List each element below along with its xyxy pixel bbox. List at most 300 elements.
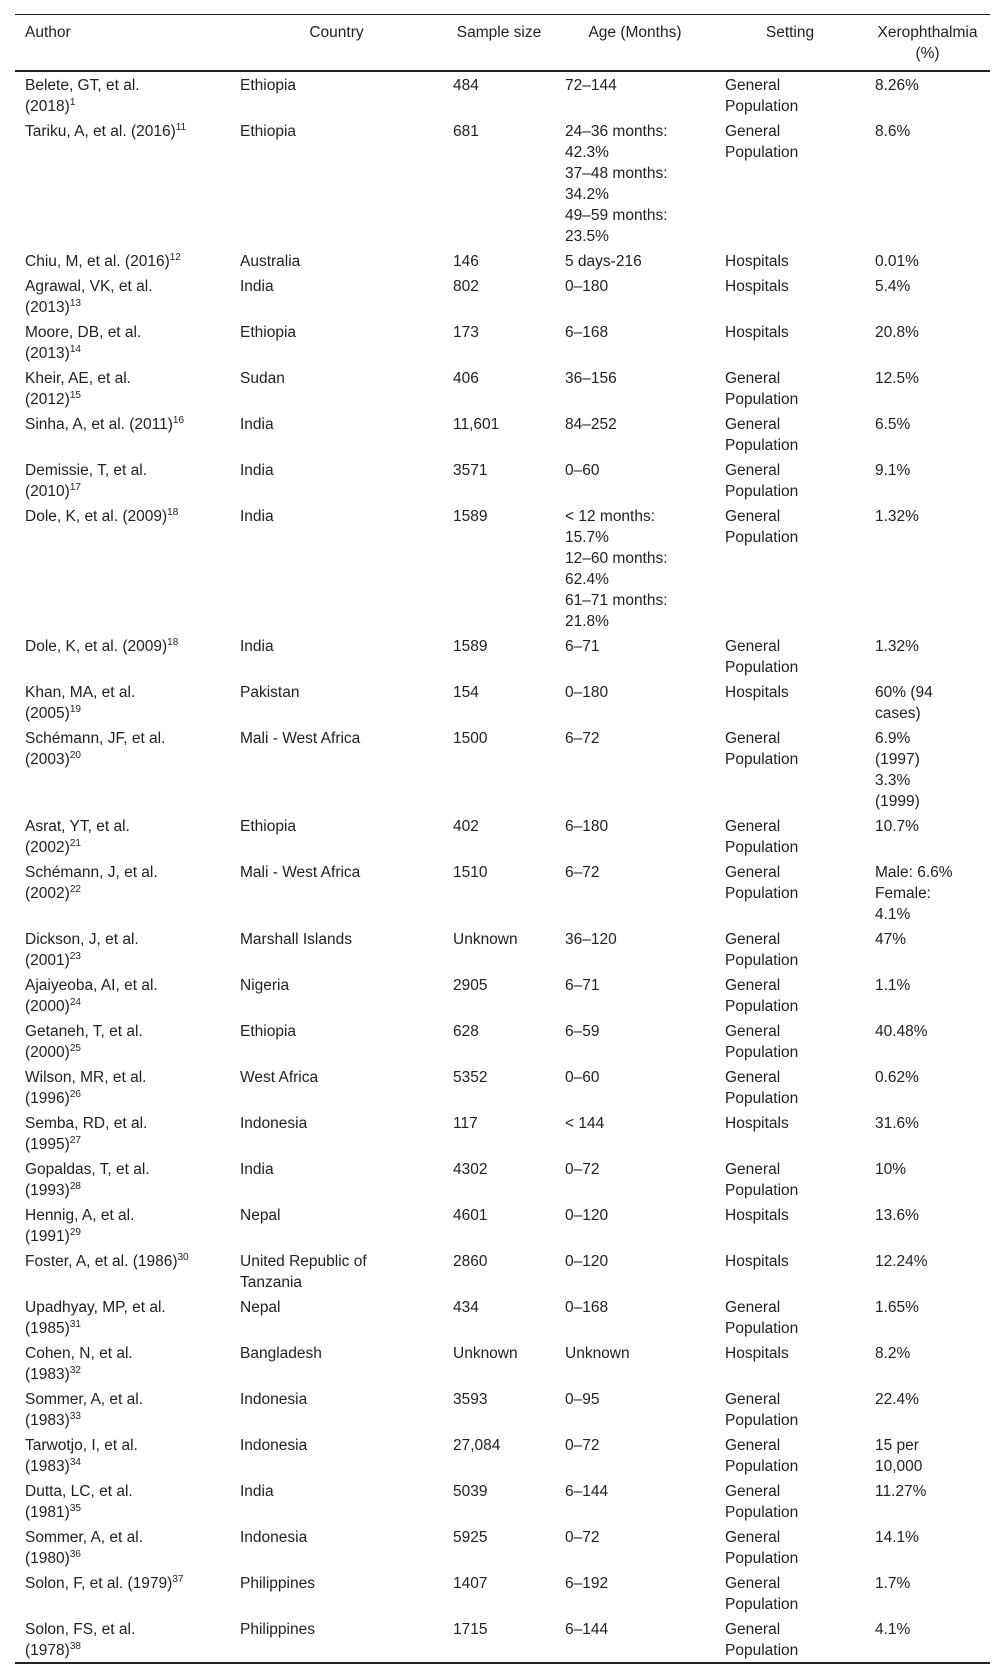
table-row [15,1064,990,1110]
setting-line: General [725,864,781,881]
author-line [25,389,220,410]
xerophthalmia-line: 0.01% [875,253,919,270]
xerophthalmia-line: 12.24% [875,1253,928,1270]
setting-line: Population [725,1596,799,1613]
cell-author [15,813,230,859]
cell-author [15,411,230,457]
author-text: Kheir, AE, et al. [25,370,131,387]
cell-country [230,1156,443,1202]
cell-xerophthalmia [865,248,990,273]
xerophthalmia-line: 3.3% [875,772,911,789]
author-text: (2001) [25,952,70,969]
country-line: Sudan [240,370,285,387]
reference-number: 26 [69,1089,81,1100]
author-line [25,1205,220,1226]
setting-line: General [725,1575,781,1592]
country-line: Bangladesh [240,1345,322,1362]
author-line [25,1021,220,1042]
cell-author [15,319,230,365]
reference-number: 19 [69,704,81,715]
cell-setting [715,319,865,365]
author-line [25,75,220,96]
cell-sample-size: 27,084 [453,1437,501,1454]
author-line [25,816,220,837]
table-row [15,411,990,457]
setting-line: Population [725,659,799,676]
cell-sample-size: Unknown [453,931,518,948]
setting-line: General [725,1299,781,1316]
cell-setting [715,1294,865,1340]
cell-country [230,1386,443,1432]
author-line [25,1481,220,1502]
cell-xerophthalmia [865,1064,990,1110]
cell-age [555,1570,715,1616]
cell-xerophthalmia [865,859,990,926]
reference-number: 11 [175,122,187,133]
author-text: Dutta, LC, et al. [25,1483,133,1500]
age-line: 6–192 [565,1575,609,1592]
reference-number: 32 [69,1365,81,1376]
xerophthalmia-line: 8.6% [875,123,911,140]
cell-xerophthalmia [865,1570,990,1616]
reference-number: 20 [69,750,81,761]
author-text: Hennig, A, et al. [25,1207,135,1224]
author-text: Solon, FS, et al. [25,1621,136,1638]
cell-setting [715,1524,865,1570]
cell-setting [715,118,865,248]
xerophthalmia-line: 6.9% [875,730,911,747]
age-line: 0–180 [565,278,609,295]
author-line [25,749,220,770]
cell-sample-size: 802 [453,278,479,295]
cell-country [230,1294,443,1340]
cell-xerophthalmia [865,1156,990,1202]
cell-age [555,926,715,972]
author-text: Khan, MA, et al. [25,684,136,701]
header-author: Author [25,24,71,41]
cell-author [15,503,230,633]
author-line [25,481,220,502]
cell-sample-size: 4302 [453,1161,488,1178]
cell-xerophthalmia [865,1248,990,1294]
cell-age [555,1524,715,1570]
author-text: Upadhyay, MP, et al. [25,1299,166,1316]
age-line: 21.8% [565,613,609,630]
author-line [25,975,220,996]
cell-sample-size: 628 [453,1023,479,1040]
reference-number: 38 [69,1641,81,1652]
author-text: (1981) [25,1504,70,1521]
country-line: Nepal [240,1299,281,1316]
table-row [15,1248,990,1294]
table-row [15,1294,990,1340]
setting-line: General [725,931,781,948]
setting-line: General [725,1621,781,1638]
cell-author [15,1570,230,1616]
author-text: Sommer, A, et al. [25,1391,144,1408]
author-text: Moore, DB, et al. [25,324,142,341]
cell-xerophthalmia [865,972,990,1018]
country-line: Ethiopia [240,1023,297,1040]
reference-number: 12 [169,252,181,263]
setting-line: Population [725,483,799,500]
author-text: Wilson, MR, et al. [25,1069,147,1086]
xerophthalmia-line: 1.32% [875,638,919,655]
setting-line: Population [725,1320,799,1337]
author-line [25,996,220,1017]
header-row [15,15,990,72]
author-text: (1991) [25,1228,70,1245]
cell-country [230,926,443,972]
cell-age [555,1064,715,1110]
cell-age [555,1110,715,1156]
table-row [15,1202,990,1248]
cell-author [15,118,230,248]
xerophthalmia-line: 47% [875,931,907,948]
xerophthalmia-line: 13.6% [875,1207,919,1224]
age-line: 42.3% [565,144,609,161]
age-line: 37–48 months: [565,165,668,182]
cell-author [15,1340,230,1386]
cell-setting [715,633,865,679]
author-line [25,862,220,883]
cell-sample-size: 1589 [453,508,488,525]
author-text: Agrawal, VK, et al. [25,278,153,295]
setting-line: Hospitals [725,1207,789,1224]
xerophthalmia-line: 1.7% [875,1575,911,1592]
table-row [15,1570,990,1616]
xerophthalmia-line: 11.27% [875,1483,927,1500]
author-text: (2010) [25,483,70,500]
author-text: (1980) [25,1550,70,1567]
cell-sample-size: 484 [453,77,479,94]
author-line [25,1067,220,1088]
cell-author [15,71,230,118]
author-line [25,1343,220,1364]
setting-line: General [725,1437,781,1454]
table-row [15,71,990,118]
age-line: 0–72 [565,1161,600,1178]
table-row [15,1386,990,1432]
author-text: Dole, K, et al. (2009) [25,508,168,525]
reference-number: 29 [69,1227,81,1238]
cell-author [15,972,230,1018]
cell-country [230,273,443,319]
cell-setting [715,1386,865,1432]
cell-setting [715,679,865,725]
author-text: Schémann, J, et al. [25,864,158,881]
cell-country [230,1432,443,1478]
author-text: Foster, A, et al. (1986) [25,1253,178,1270]
age-line: 0–95 [565,1391,600,1408]
setting-line: General [725,1161,781,1178]
table-row [15,1478,990,1524]
table-row [15,972,990,1018]
cell-age [555,1202,715,1248]
cell-sample-size: 3571 [453,462,488,479]
cell-xerophthalmia [865,365,990,411]
cell-setting [715,457,865,503]
reference-number: 36 [69,1549,81,1560]
cell-xerophthalmia [865,411,990,457]
cell-setting [715,1248,865,1294]
setting-line: General [725,1391,781,1408]
cell-setting [715,1156,865,1202]
cell-author [15,1294,230,1340]
cell-author [15,273,230,319]
table-row [15,365,990,411]
xerophthalmia-line: 22.4% [875,1391,919,1408]
author-line [25,251,220,272]
author-line [25,343,220,364]
age-line: < 144 [565,1115,605,1132]
cell-sample-size: 406 [453,370,479,387]
reference-number: 30 [177,1252,189,1263]
setting-line: Population [725,437,799,454]
table-row [15,725,990,813]
table-row [15,633,990,679]
age-line: 61–71 months: [565,592,668,609]
cell-age [555,633,715,679]
age-line: < 12 months: [565,508,656,525]
cell-sample-size: 146 [453,253,479,270]
author-text: Dickson, J, et al. [25,931,139,948]
country-line: India [240,1483,274,1500]
author-text: (1978) [25,1642,70,1659]
cell-author [15,679,230,725]
cell-age [555,411,715,457]
author-line [25,297,220,318]
age-line: 49–59 months: [565,207,668,224]
cell-age [555,1432,715,1478]
country-line: Indonesia [240,1115,308,1132]
age-line: Unknown [565,1345,630,1362]
cell-age [555,365,715,411]
author-text: Asrat, YT, et al. [25,818,130,835]
xerophthalmia-line: 31.6% [875,1115,919,1132]
age-line: 6–59 [565,1023,600,1040]
author-text: (1983) [25,1366,70,1383]
setting-line: Population [725,391,799,408]
header-xerophthalmia: Xerophthalmia (%) [877,24,978,62]
header-age: Age (Months) [588,24,682,41]
setting-line: General [725,1023,781,1040]
setting-line: Population [725,1550,799,1567]
author-text: Demissie, T, et al. [25,462,148,479]
author-line [25,950,220,971]
setting-line: General [725,370,781,387]
table-body [15,71,990,1663]
cell-age [555,1616,715,1663]
author-line [25,506,220,527]
age-line: 12–60 months: [565,550,668,567]
age-line: 0–180 [565,684,609,701]
cell-setting [715,813,865,859]
setting-line: Population [725,998,799,1015]
cell-setting [715,1110,865,1156]
author-line [25,1410,220,1431]
table-row [15,319,990,365]
author-text: Tariku, A, et al. (2016) [25,123,176,140]
xerophthalmia-line: 40.48% [875,1023,928,1040]
cell-author [15,457,230,503]
xerophthalmia-line: 1.65% [875,1299,919,1316]
xerophthalmia-line: 1.32% [875,508,919,525]
cell-country [230,1248,443,1294]
cell-sample-size: 173 [453,324,479,341]
setting-line: General [725,1069,781,1086]
xerophthalmia-studies-table [15,14,990,1664]
table-container [15,14,990,1664]
setting-line: Population [725,144,799,161]
setting-line: Population [725,1090,799,1107]
xerophthalmia-line: 8.26% [875,77,919,94]
cell-setting [715,972,865,1018]
xerophthalmia-line: 15 per [875,1437,919,1454]
cell-author [15,1202,230,1248]
cell-country [230,1110,443,1156]
table-row [15,118,990,248]
setting-line: Hospitals [725,1253,789,1270]
cell-author [15,365,230,411]
country-line: India [240,416,274,433]
xerophthalmia-line: Male: 6.6% [875,864,953,881]
table-row [15,503,990,633]
author-text: Ajaiyeoba, AI, et al. [25,977,158,994]
table-row [15,1524,990,1570]
header-sample-size: Sample size [456,24,542,41]
age-line: 15.7% [565,529,609,546]
author-line [25,1180,220,1201]
age-line: 36–120 [565,931,617,948]
author-text: (2005) [25,705,70,722]
age-line: 72–144 [565,77,617,94]
author-line [25,728,220,749]
cell-setting [715,1064,865,1110]
cell-author [15,248,230,273]
cell-setting [715,248,865,273]
author-text: (2002) [25,839,70,856]
cell-age [555,813,715,859]
author-line [25,1088,220,1109]
table-header [15,15,990,72]
xerophthalmia-line: 10% [875,1161,907,1178]
cell-age [555,1156,715,1202]
cell-age [555,503,715,633]
reference-number: 14 [69,344,81,355]
cell-setting [715,365,865,411]
reference-number: 15 [69,390,81,401]
cell-xerophthalmia [865,1524,990,1570]
cell-age [555,1248,715,1294]
author-line [25,1435,220,1456]
table-row [15,1340,990,1386]
country-line: Ethiopia [240,77,297,94]
header-country: Country [309,24,364,41]
author-text: Chiu, M, et al. (2016) [25,253,170,270]
cell-age [555,1018,715,1064]
setting-line: Population [725,952,799,969]
cell-country [230,503,443,633]
setting-line: General [725,730,781,747]
author-line [25,414,220,435]
author-line [25,1573,220,1594]
xerophthalmia-line: 20.8% [875,324,919,341]
age-line: 6–71 [565,977,600,994]
country-line: Marshall Islands [240,931,352,948]
xerophthalmia-line: 60% (94 [875,684,933,701]
reference-number: 24 [69,997,81,1008]
reference-number: 37 [172,1574,184,1585]
cell-country [230,725,443,813]
xerophthalmia-line: Female: [875,885,931,902]
country-line: Philippines [240,1621,315,1638]
table-row [15,248,990,273]
cell-xerophthalmia [865,503,990,633]
cell-sample-size: 1715 [453,1621,488,1638]
cell-author [15,1248,230,1294]
author-line [25,929,220,950]
cell-sample-size: 4601 [453,1207,488,1224]
cell-country [230,1340,443,1386]
country-line: Philippines [240,1575,315,1592]
cell-country [230,1018,443,1064]
xerophthalmia-line: 8.2% [875,1345,911,1362]
setting-line: Hospitals [725,253,789,270]
table-row [15,813,990,859]
cell-sample-size: 1500 [453,730,488,747]
cell-setting [715,725,865,813]
author-line [25,1042,220,1063]
reference-number: 35 [69,1503,81,1514]
author-line [25,322,220,343]
cell-xerophthalmia [865,813,990,859]
cell-author [15,1478,230,1524]
cell-country [230,1570,443,1616]
reference-number: 16 [172,415,185,426]
age-line: 6–144 [565,1621,609,1638]
reference-number: 31 [69,1319,81,1330]
country-line: India [240,508,274,525]
author-text: Semba, RD, et al. [25,1115,148,1132]
author-line [25,276,220,297]
cell-xerophthalmia [865,319,990,365]
age-line: 6–71 [565,638,600,655]
author-text: Schémann, JF, et al. [25,730,166,747]
xerophthalmia-line: 12.5% [875,370,919,387]
header-setting: Setting [765,24,815,41]
cell-age [555,319,715,365]
reference-number: 23 [69,951,81,962]
author-text: (2003) [25,751,70,768]
xerophthalmia-line: cases) [875,705,921,722]
cell-country [230,813,443,859]
table-row [15,1616,990,1663]
cell-country [230,411,443,457]
cell-sample-size: 5925 [453,1529,488,1546]
xerophthalmia-line: 0.62% [875,1069,919,1086]
cell-setting [715,411,865,457]
cell-sample-size: 5039 [453,1483,488,1500]
author-line [25,883,220,904]
cell-author [15,725,230,813]
table-row [15,1110,990,1156]
xerophthalmia-line: 10,000 [875,1458,923,1475]
setting-line: Hospitals [725,278,789,295]
setting-line: Hospitals [725,324,789,341]
setting-line: Population [725,1458,799,1475]
country-line: India [240,462,274,479]
